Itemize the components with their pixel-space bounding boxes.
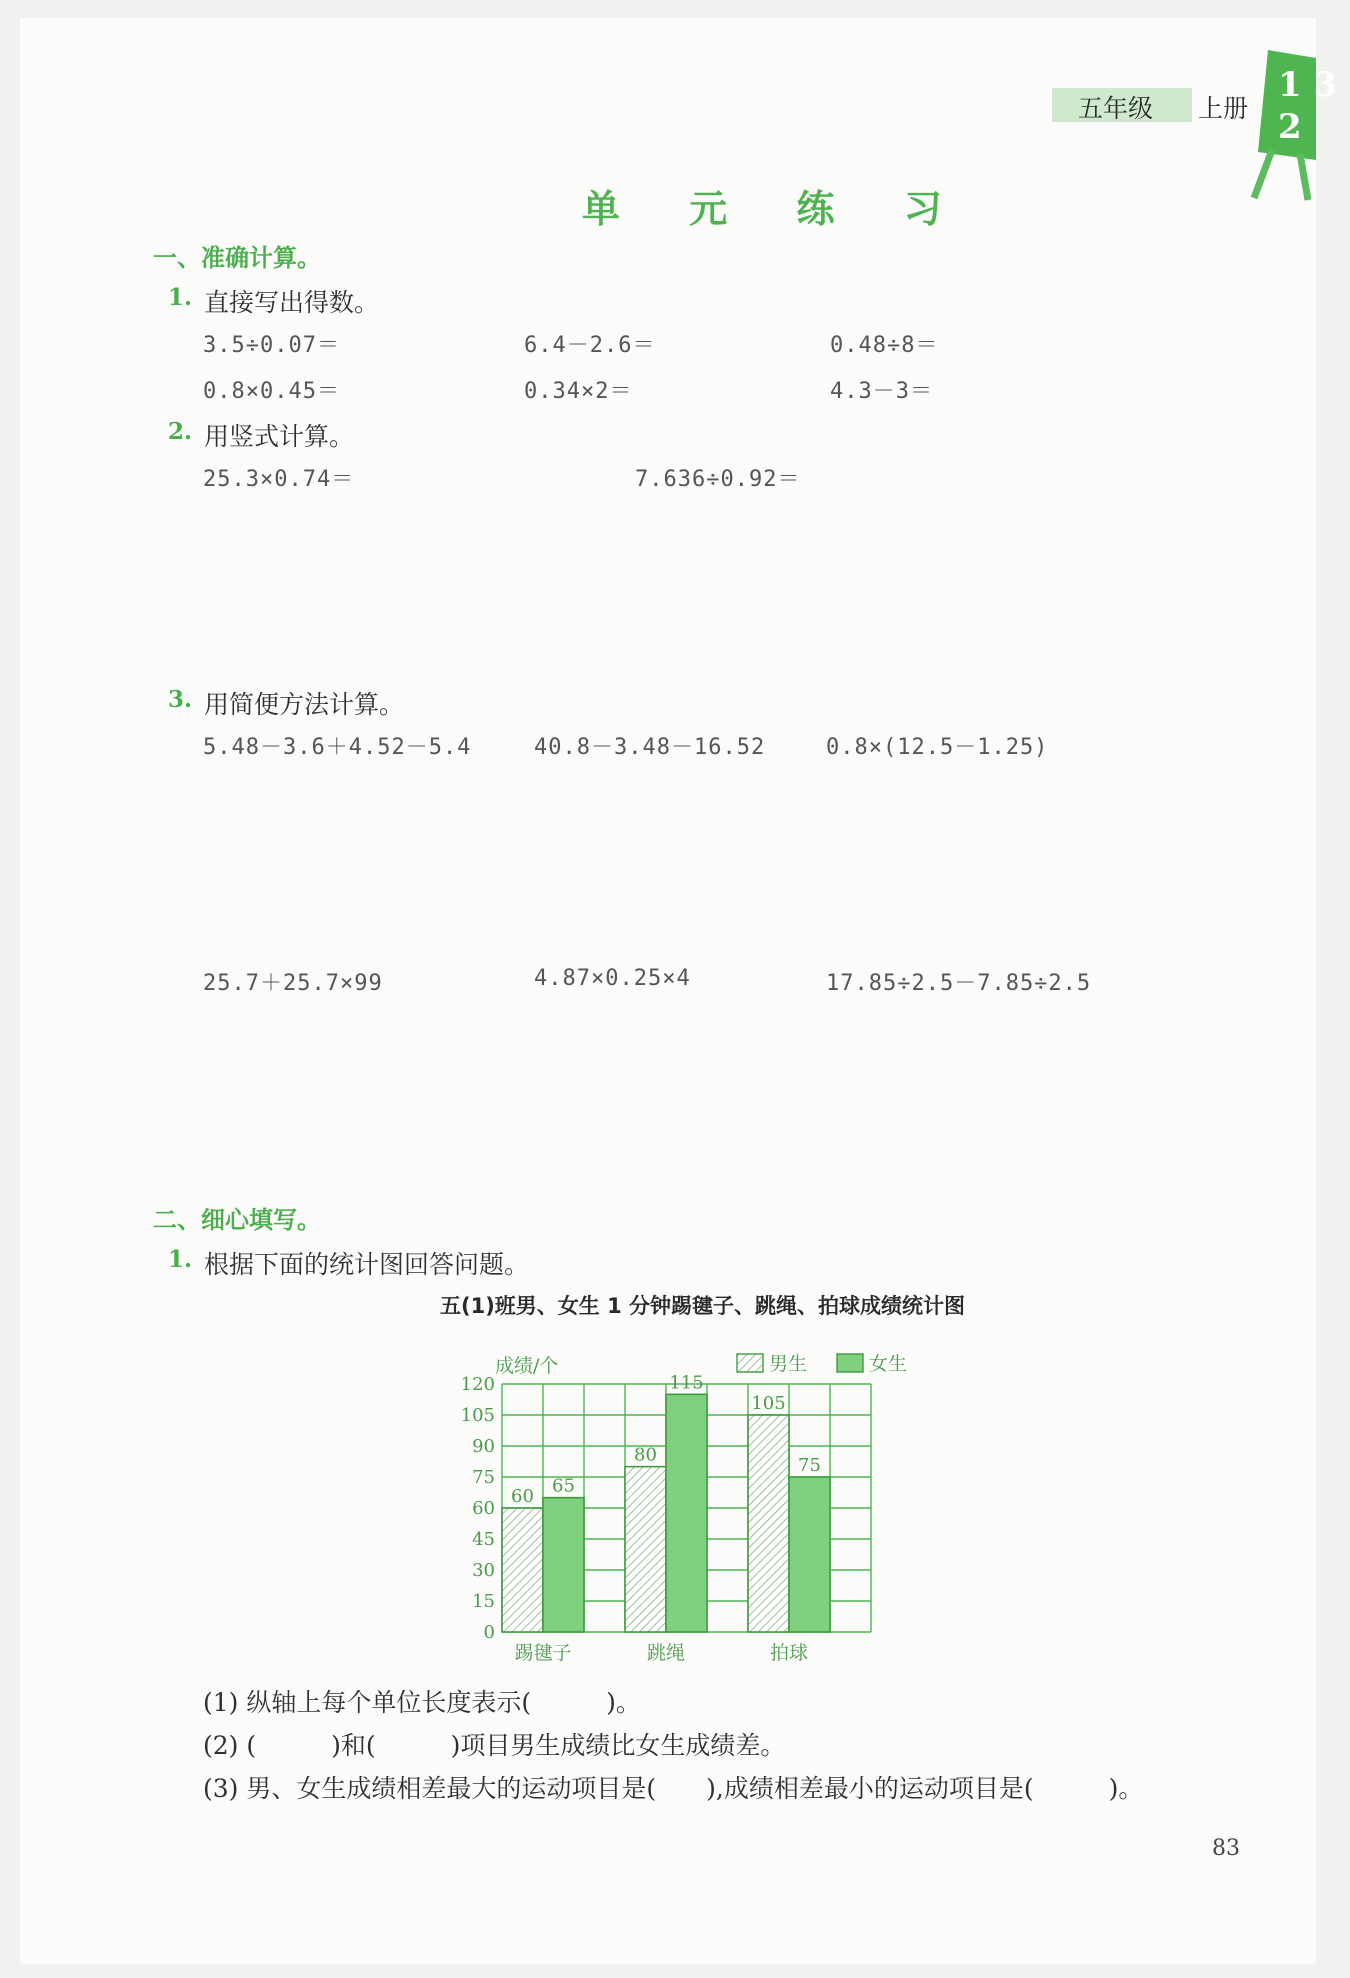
y-tick-label: 60: [472, 1498, 495, 1519]
y-tick-label: 15: [472, 1591, 495, 1612]
q2-text: 用竖式计算。: [204, 422, 355, 451]
bar-value-label: 115: [669, 1372, 704, 1394]
y-tick-label: 30: [472, 1560, 495, 1581]
bar-chart: [430, 1340, 950, 1670]
logo-text-bottom: 2: [1278, 107, 1302, 147]
y-tick-label: 0: [483, 1622, 495, 1643]
legend-swatch: [837, 1354, 863, 1372]
y-tick-label: 105: [460, 1405, 495, 1426]
q2-item: 7.636÷0.92＝: [635, 467, 801, 492]
q3-item: 4.87×0.25×4: [534, 966, 691, 991]
legend-label: 女生: [869, 1353, 908, 1375]
chart-title: 五(1)班男、女生 1 分钟踢毽子、跳绳、拍球成绩统计图: [440, 1294, 966, 1318]
bar-男生: [502, 1508, 543, 1632]
q1-item: 0.48÷8＝: [830, 333, 939, 358]
y-tick-label: 45: [472, 1529, 495, 1550]
bar-value-label: 75: [798, 1455, 821, 1476]
x-category-label: 拍球: [769, 1642, 809, 1664]
chart-legend: [737, 1353, 907, 1375]
page-title: 单 元 练 习: [582, 187, 970, 231]
y-tick-label: 90: [472, 1436, 495, 1457]
q1-item: 6.4－2.6＝: [524, 333, 656, 358]
x-category-label: 踢毽子: [514, 1642, 572, 1664]
q1-item: 4.3－3＝: [830, 379, 933, 404]
sub-question-2: (2) ( )和( )项目男生成绩比女生成绩差。: [203, 1731, 786, 1760]
section1-heading: 一、准确计算。: [153, 244, 321, 272]
section2-heading: 二、细心填写。: [153, 1206, 321, 1234]
legend-swatch: [737, 1354, 763, 1372]
s2-q1-number: 1.: [168, 1246, 193, 1273]
q3-item: 40.8－3.48－16.52: [534, 735, 766, 760]
bar-女生: [543, 1498, 584, 1632]
q3-item: 0.8×(12.5－1.25): [826, 735, 1049, 760]
s2-q1-text: 根据下面的统计图回答问题。: [204, 1250, 530, 1279]
x-category-label: 跳绳: [646, 1642, 686, 1664]
legend-label: 男生: [769, 1353, 808, 1375]
bar-女生: [666, 1394, 707, 1632]
y-tick-label: 75: [472, 1467, 495, 1488]
grade-label: 五年级: [1078, 94, 1154, 123]
bar-女生: [789, 1477, 830, 1632]
q3-number: 3.: [168, 686, 193, 713]
logo-text-top: 1 3: [1278, 65, 1338, 105]
bar-value-label: 105: [751, 1393, 786, 1414]
q1-number: 1.: [168, 284, 193, 311]
q1-item: 0.8×0.45＝: [203, 379, 340, 404]
page-number: 83: [1212, 1836, 1240, 1861]
q3-item: 17.85÷2.5－7.85÷2.5: [826, 971, 1092, 996]
q1-text: 直接写出得数。: [204, 288, 380, 317]
q3-item: 5.48－3.6＋4.52－5.4: [203, 735, 472, 760]
q2-number: 2.: [168, 418, 193, 445]
sub-question-3: (3) 男、女生成绩相差最大的运动项目是( ),成绩相差最小的运动项目是( )。: [203, 1774, 1144, 1803]
bar-男生: [625, 1467, 666, 1632]
chalkboard-logo-icon: [1250, 50, 1338, 200]
q3-item: 25.7＋25.7×99: [203, 971, 383, 996]
q2-item: 25.3×0.74＝: [203, 467, 355, 492]
bar-value-label: 65: [552, 1475, 575, 1497]
sub-question-1: (1) 纵轴上每个单位长度表示( )。: [203, 1688, 641, 1717]
q1-item: 0.34×2＝: [524, 379, 633, 404]
bar-value-label: 60: [511, 1486, 534, 1507]
y-tick-label: 120: [460, 1374, 495, 1395]
q1-item: 3.5÷0.07＝: [203, 333, 340, 358]
q3-text: 用简便方法计算。: [204, 690, 405, 719]
y-axis-label: 成绩/个: [495, 1355, 559, 1377]
chart-bars: [502, 1394, 830, 1632]
bar-value-label: 80: [634, 1444, 657, 1466]
bar-男生: [748, 1415, 789, 1632]
volume-label: 上册: [1198, 94, 1249, 123]
